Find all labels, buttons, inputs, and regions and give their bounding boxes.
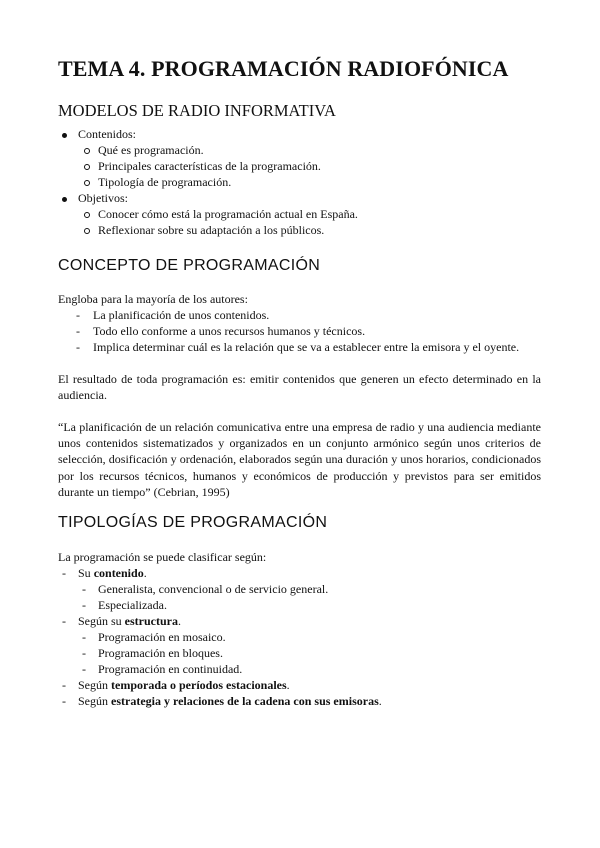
dash-bullet: - [82, 646, 86, 660]
dash-bullet: - [62, 614, 66, 628]
dash-bullet: - [62, 694, 66, 708]
sub-item: Reflexionar sobre su adaptación a los públicos. [98, 223, 325, 237]
dash-bullet: - [76, 308, 80, 322]
sub-item: Programación en bloques. [98, 646, 223, 660]
section-heading-modelos: MODELOS DE RADIO INFORMATIVA [58, 101, 336, 120]
sub-item: Especializada. [98, 598, 167, 612]
list-item-objetivos: Objetivos: [78, 191, 128, 205]
sub-item: Tipología de programación. [98, 175, 232, 189]
bullet-circle [84, 148, 90, 154]
sub-item: Generalista, convencional o de servicio general. [98, 582, 329, 596]
intro-text: La programación se puede clasificar según: [58, 550, 267, 564]
bullet-disc [62, 133, 67, 138]
dash-item: La planificación de unos contenidos. [93, 308, 270, 322]
dash-bullet: - [62, 566, 66, 580]
dash-bullet: - [62, 678, 66, 692]
list-item-contenido: Su contenido. [78, 566, 147, 580]
dash-item: Implica determinar cuál es la relación que se va a establecer entre la emisora y el oyente. [93, 340, 520, 354]
quote-cebrian: “La planificación de un relación comunicativa entre una empresa de radio y una audiencia mediante unos contenidos sistematizados y organizados en un conjunto armónico según unos criterios de selección, dosificación y ordenación, elaborados según una duración y unos horarios, condicionados por los recursos técnicos, humanos y económicos de producción y previstos para ser emitidos durante un tiempo” (Cebrian, 1995) [58, 420, 541, 499]
section-heading-tipologias: TIPOLOGÍAS DE PROGRAMACIÓN [58, 514, 328, 531]
paragraph-resultado: El resultado de toda programación es: emitir contenidos que generen un efecto determinado en la audiencia. [58, 372, 541, 403]
list-item-contenidos: Contenidos: [78, 127, 137, 141]
bullet-circle [84, 180, 90, 186]
list-item-temporada: Según temporada o períodos estacionales. [78, 678, 290, 692]
bullet-circle [84, 212, 90, 218]
list-item-estrategia: Según estrategia y relaciones de la cadena con sus emisoras. [78, 694, 382, 708]
sub-item: Programación en continuidad. [98, 662, 243, 676]
dash-bullet: - [82, 598, 86, 612]
sub-item: Conocer cómo está la programación actual en España. [98, 207, 358, 221]
dash-item: Todo ello conforme a unos recursos humanos y técnicos. [93, 324, 366, 338]
dash-bullet: - [82, 630, 86, 644]
dash-bullet: - [82, 662, 86, 676]
intro-text: Engloba para la mayoría de los autores: [58, 292, 248, 306]
dash-bullet: - [76, 324, 80, 338]
dash-bullet: - [82, 582, 86, 596]
bullet-circle [84, 164, 90, 170]
section-heading-concepto: CONCEPTO DE PROGRAMACIÓN [58, 257, 321, 274]
bullet-circle [84, 228, 90, 234]
bullet-disc [62, 197, 67, 202]
sub-item: Programación en mosaico. [98, 630, 226, 644]
sub-item: Principales características de la programación. [98, 159, 321, 173]
list-item-estructura: Según su estructura. [78, 614, 181, 628]
page-title: TEMA 4. PROGRAMACIÓN RADIOFÓNICA [58, 56, 509, 81]
dash-bullet: - [76, 340, 80, 354]
sub-item: Qué es programación. [98, 143, 204, 157]
